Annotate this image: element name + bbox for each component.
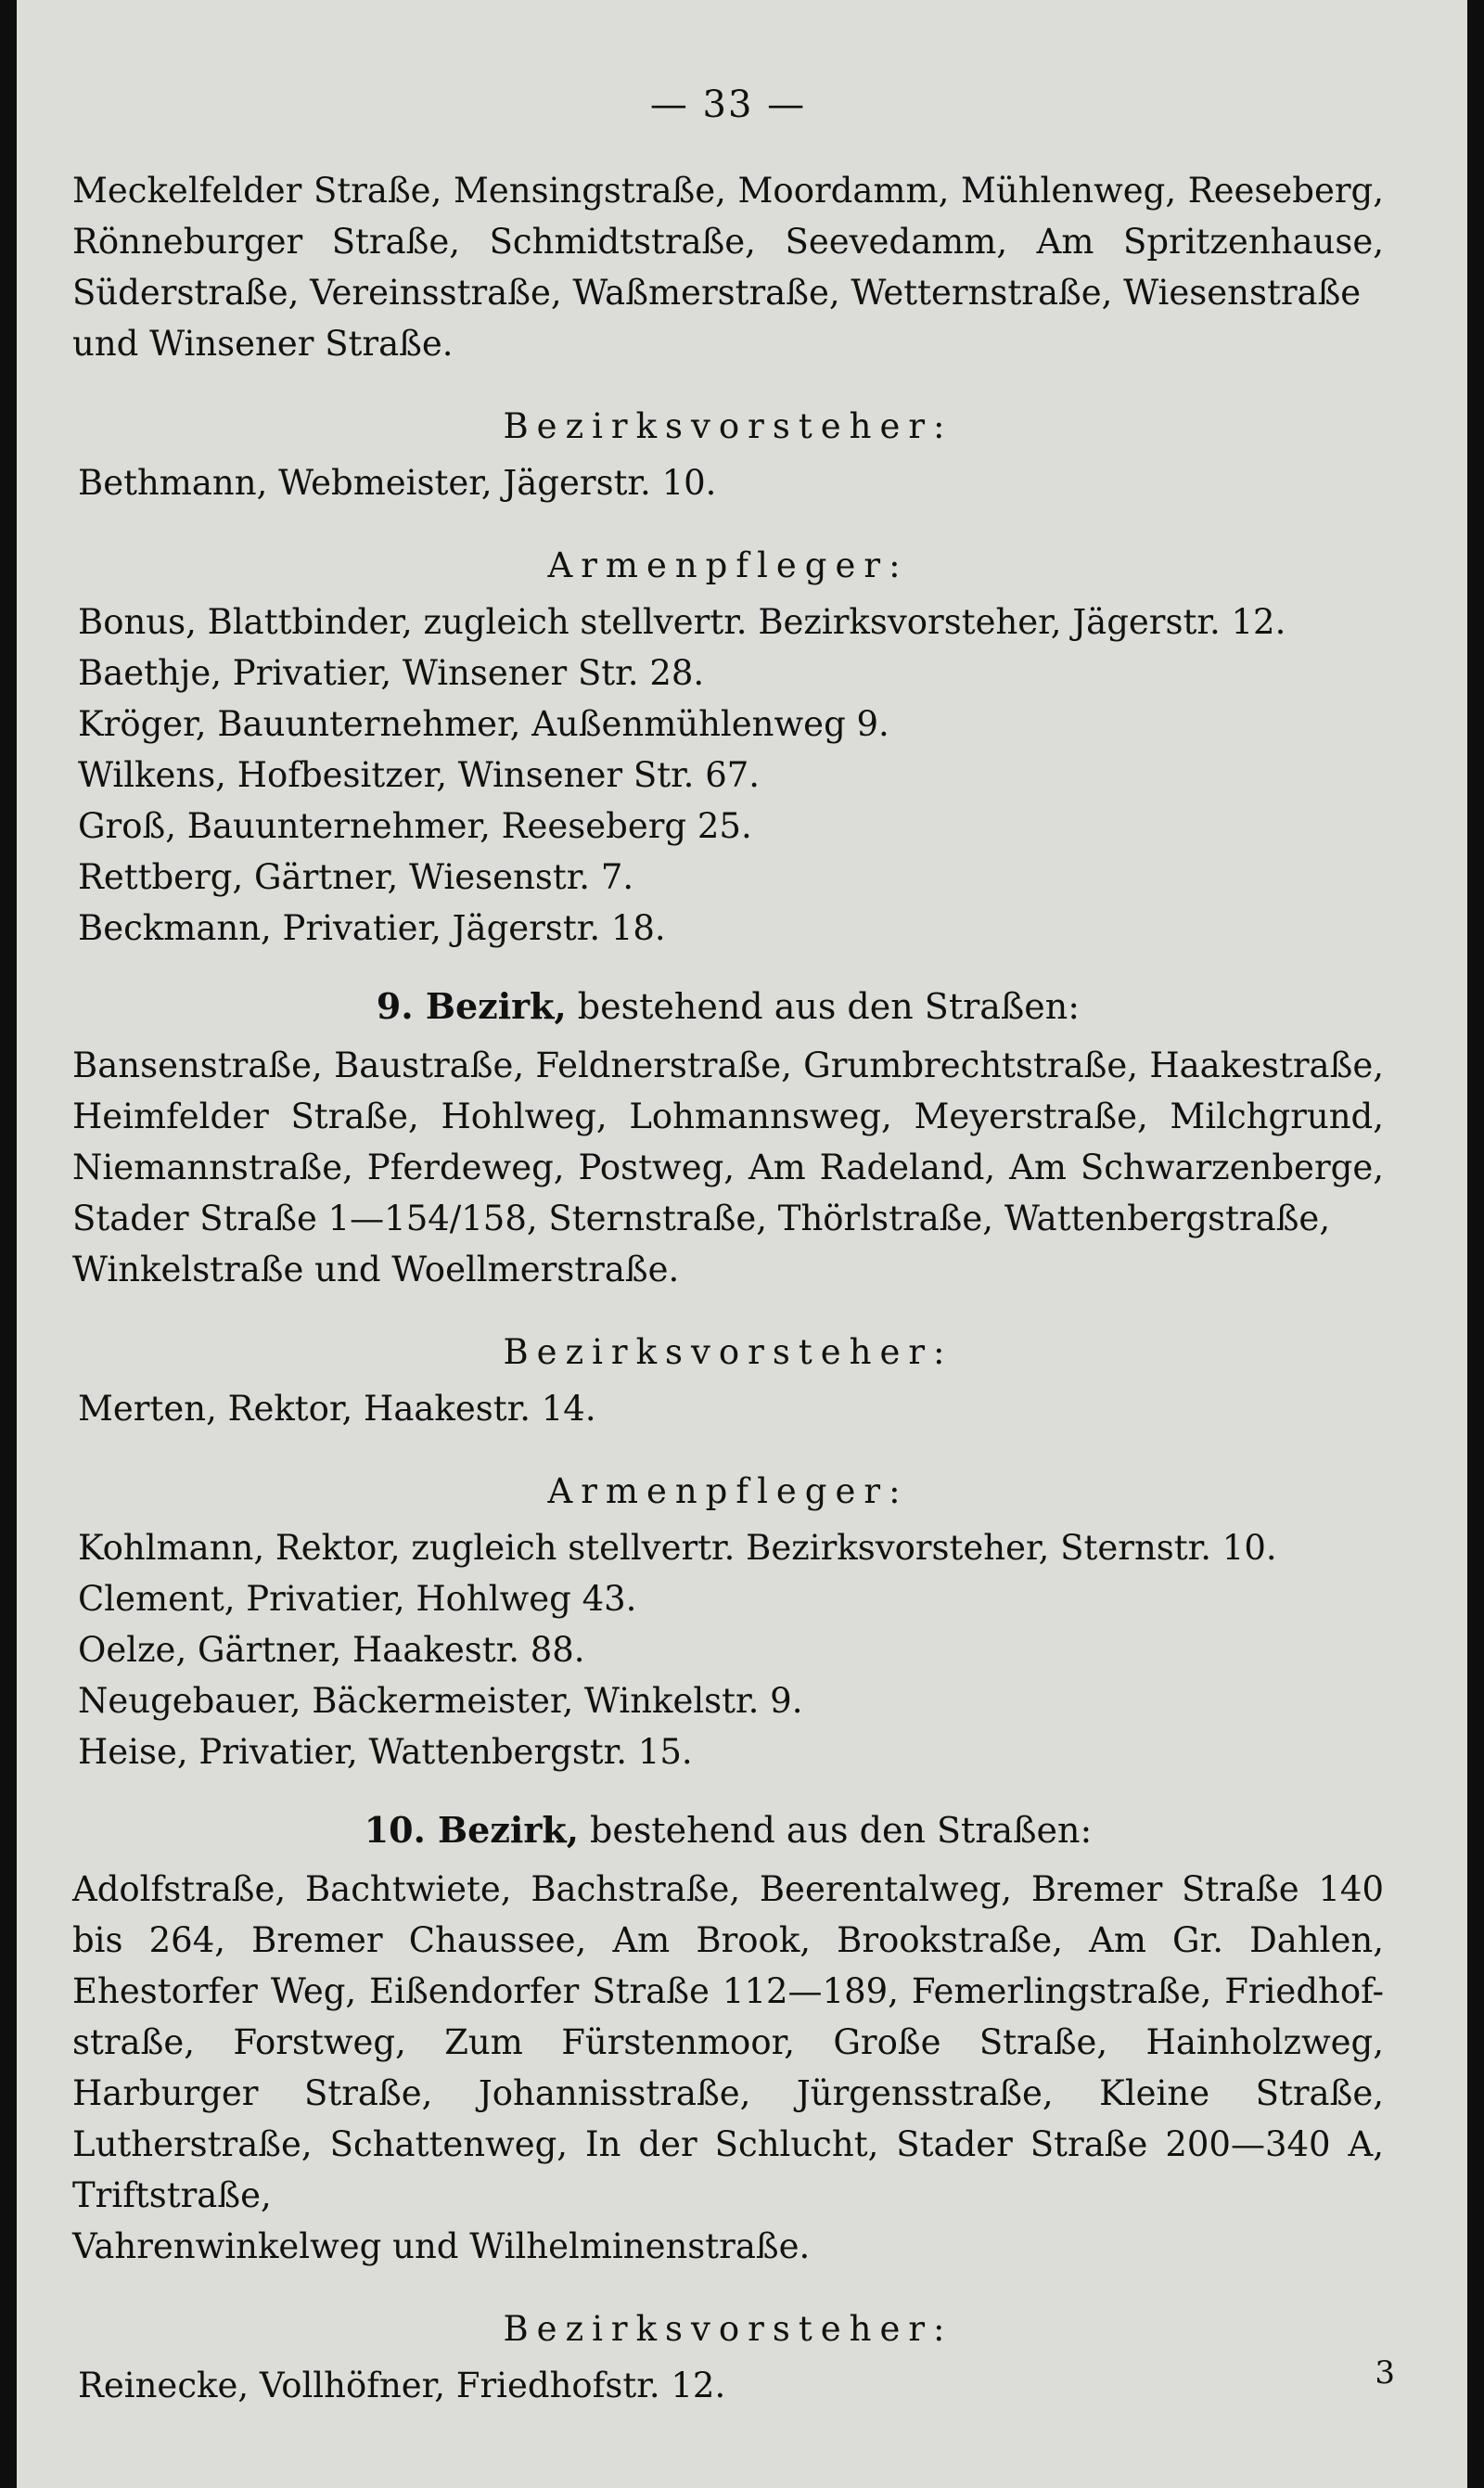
armenpfleger-entry: Wilkens, Hofbesitzer, Winsener Str. 67. xyxy=(78,755,761,795)
book-page xyxy=(17,0,1467,2488)
text-line: Adolfstraße, Bachtwiete, Bachstraße, Beerentalweg, Bremer Straße 140 xyxy=(72,1869,1384,1909)
text-line: Straße, Johannisstraße, Jürgensstraße, Kleine Straße, Lutherstraße, xyxy=(72,2073,1384,2164)
armenpfleger-list xyxy=(72,1522,1384,1777)
intro-street-list xyxy=(72,165,1384,369)
armenpfleger-entry: Neugebauer, Bäckermeister, Winkelstr. 9. xyxy=(78,1681,803,1721)
district-9-street-list xyxy=(72,1040,1384,1295)
armenpfleger-entry: Rettberg, Gärtner, Wiesenstr. 7. xyxy=(78,857,634,897)
vorsteher-entry: Reinecke, Vollhöfner, Friedhofstr. 12. xyxy=(78,2366,726,2405)
vorsteher-entry: Bethmann, Webmeister, Jägerstr. 10. xyxy=(78,463,717,503)
district-9-heading xyxy=(72,985,1384,1027)
armenpfleger-list xyxy=(72,596,1384,954)
text-line: Stader Straße 1—154/158, Sternstraße, Thörlstraße, Wattenbergstraße, xyxy=(72,1199,1331,1238)
armenpfleger-entry: Heise, Privatier, Wattenbergstr. 15. xyxy=(78,1732,693,1772)
text-line: Schattenweg, In der Schlucht, Stader Straße 200—340 A, Triftstraße, xyxy=(72,2124,1384,2215)
armenpfleger-entry: Kröger, Bauunternehmer, Außenmühlenweg 9. xyxy=(78,704,889,744)
text-line: Winkelstraße und Woellmerstraße. xyxy=(72,1250,680,1289)
district-heading-text: bestehend aus den Straßen: xyxy=(566,986,1081,1027)
armenpfleger-entry: Beckmann, Privatier, Jägerstr. 18. xyxy=(78,908,666,948)
text-line: Süderstraße, Vereinsstraße, Waßmerstraße, Wetternstraße, Wiesenstraße xyxy=(72,273,1362,313)
text-line: Heimfelder Straße, Hohlweg, Lohmannsweg, Meyerstraße, Milchgrund, xyxy=(72,1097,1384,1136)
district-heading-text: bestehend aus den Straßen: xyxy=(578,1810,1093,1851)
armenpfleger-entry: Bonus, Blattbinder, zugleich stellvertr. Bezirksvorsteher, Jägerstr. 12. xyxy=(78,602,1286,642)
armenpfleger-heading: Armenpfleger: xyxy=(547,1471,909,1511)
district-10-heading xyxy=(72,1809,1384,1851)
text-line: bis 264, Bremer Chaussee, Am Brook, Brookstraße, Am Gr. Dahlen, xyxy=(72,1920,1384,1960)
vorsteher-heading: Bezirksvorsteher: xyxy=(503,2309,953,2349)
text-line: Niemannstraße, Pferdeweg, Postweg, Am Radeland, Am Schwarzenberge, xyxy=(72,1148,1384,1187)
page-number: — 33 — xyxy=(649,83,807,126)
text-line: straße, Forstweg, Zum Fürstenmoor, Große Straße, Hainholzweg, Harburger xyxy=(72,2022,1384,2113)
text-line: Ehestorfer Weg, Eißendorfer Straße 112—189, Femerlingstraße, Friedhof- xyxy=(72,1971,1384,2011)
text-line: Rönneburger Straße, Schmidtstraße, Seevedamm, Am Spritzenhause, xyxy=(72,222,1384,262)
vorsteher-heading: Bezirksvorsteher: xyxy=(503,406,953,446)
armenpfleger-entry: Clement, Privatier, Hohlweg 43. xyxy=(78,1579,637,1619)
text-line: Meckelfelder Straße, Mensingstraße, Moordamm, Mühlenweg, Reeseberg, xyxy=(72,171,1384,211)
district-10-street-list xyxy=(72,1864,1384,2272)
district-number: 10. Bezirk, xyxy=(364,1809,579,1851)
text-line: Vahrenwinkelweg und Wilhelminenstraße. xyxy=(72,2226,811,2266)
vorsteher-heading: Bezirksvorsteher: xyxy=(503,1332,953,1372)
armenpfleger-heading: Armenpfleger: xyxy=(547,545,909,585)
district-number: 9. Bezirk, xyxy=(376,985,567,1027)
armenpfleger-entry: Oelze, Gärtner, Haakestr. 88. xyxy=(78,1630,585,1670)
signature-mark: 3 xyxy=(1375,2354,1395,2392)
armenpfleger-entry: Groß, Bauunternehmer, Reeseberg 25. xyxy=(78,806,752,846)
armenpfleger-entry: Kohlmann, Rektor, zugleich stellvertr. Bezirksvorsteher, Sternstr. 10. xyxy=(78,1528,1277,1568)
vorsteher-entry: Merten, Rektor, Haakestr. 14. xyxy=(78,1389,596,1429)
armenpfleger-entry: Baethje, Privatier, Winsener Str. 28. xyxy=(78,653,705,693)
text-line: Bansenstraße, Baustraße, Feldnerstraße, Grumbrechtstraße, Haakestraße, xyxy=(72,1045,1384,1085)
text-line: und Winsener Straße. xyxy=(72,324,454,364)
